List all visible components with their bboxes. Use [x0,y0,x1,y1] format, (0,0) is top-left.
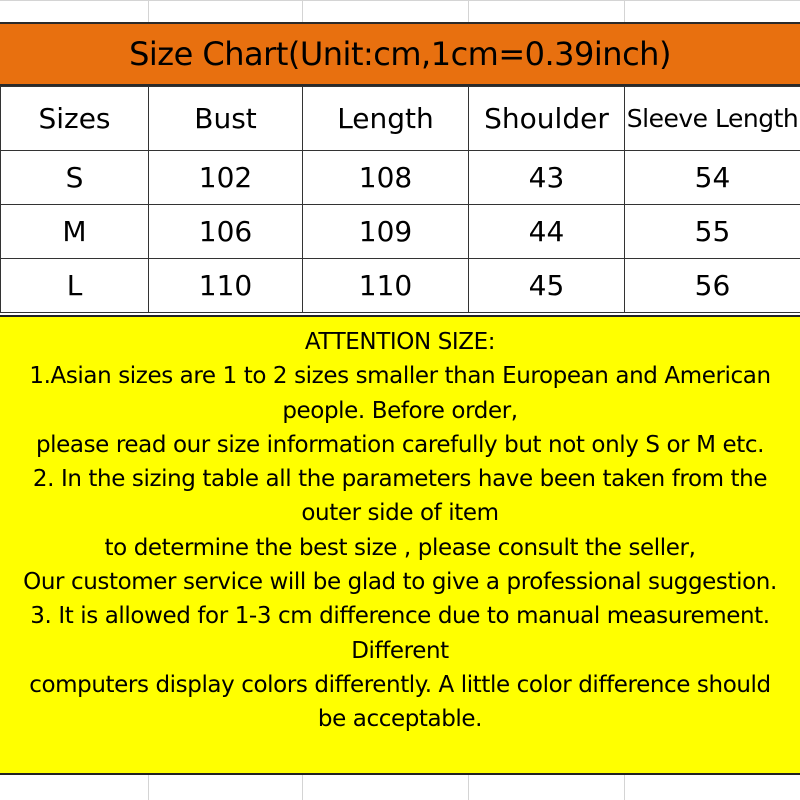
header-shoulder: Shoulder [469,87,625,151]
cell-sleeve-length: 55 [625,205,800,259]
cell-shoulder: 45 [469,259,625,313]
cell-size: S [1,151,149,205]
notice-line: to determine the best size , please consult the seller, [104,534,696,561]
notice-line: 1.Asian sizes are 1 to 2 sizes smaller than European and American [29,363,771,390]
table-row [1,259,800,313]
notice-line: Different [351,637,449,664]
size-table [0,86,800,313]
header-sleeve-length: Sleeve Length [625,87,800,151]
header-sizes: Sizes [1,87,149,151]
cell-shoulder: 43 [469,151,625,205]
notice-line: outer side of item [301,500,499,527]
table-row [1,151,800,205]
notice-line: Our customer service will be glad to give a professional suggestion. [23,569,777,596]
cell-sleeve-length: 56 [625,259,800,313]
cell-bust: 110 [149,259,303,313]
cell-bust: 106 [149,205,303,259]
table-row [1,205,800,259]
table-header-row [1,87,800,151]
cell-bust: 102 [149,151,303,205]
cell-sleeve-length: 54 [625,151,800,205]
notice-heading: ATTENTION SIZE: [304,329,496,355]
header-length: Length [303,87,469,151]
header-bust: Bust [149,87,303,151]
cell-length: 109 [303,205,469,259]
cell-shoulder: 44 [469,205,625,259]
title-text: Size Chart(Unit:cm,1cm=0.39inch) [129,35,671,73]
notice-line: 2. In the sizing table all the parameters have been taken from the [32,466,768,493]
notice-line: computers display colors differently. A little color difference should [29,671,771,698]
cell-length: 108 [303,151,469,205]
attention-notice [0,315,800,775]
cell-size: L [1,259,149,313]
cell-length: 110 [303,259,469,313]
cell-size: M [1,205,149,259]
size-chart-title [0,22,800,86]
notice-line: please read our size information carefully but not only S or M etc. [35,431,765,458]
notice-line: be acceptable. [317,706,483,733]
notice-line: 3. It is allowed for 1-3 cm difference due to manual measurement. [30,603,770,630]
notice-line: people. Before order, [282,397,518,424]
